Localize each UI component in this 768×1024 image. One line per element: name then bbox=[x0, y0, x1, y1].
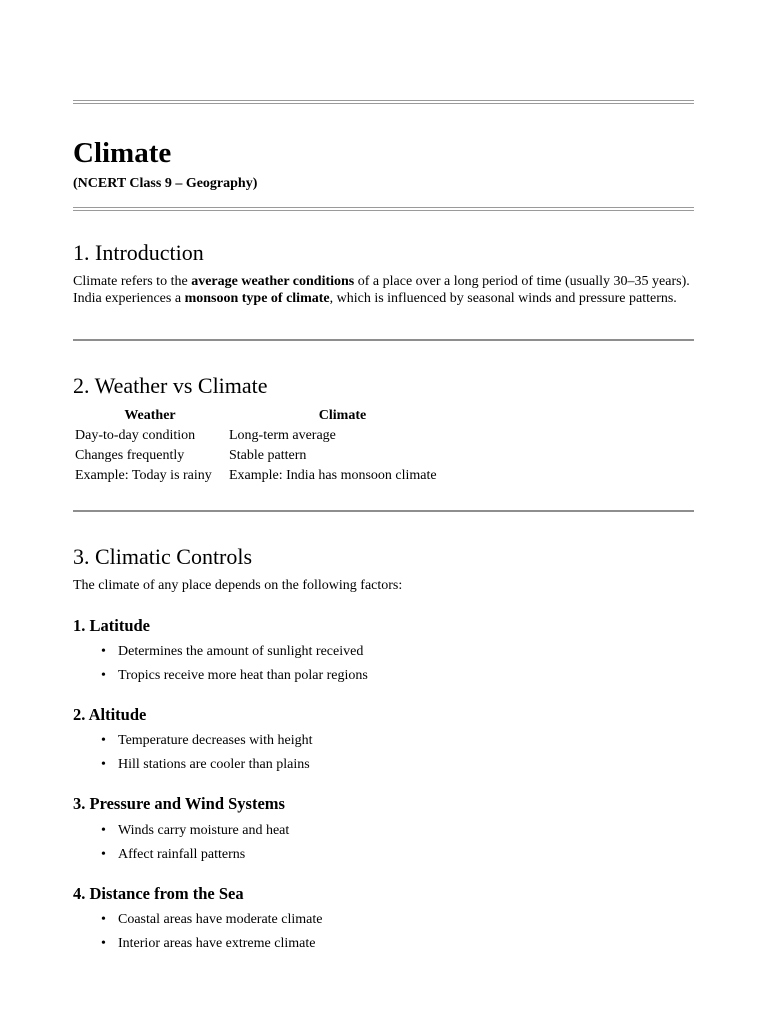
list-item bbox=[73, 667, 368, 691]
header-divider bbox=[73, 207, 694, 211]
bullet-icon: • bbox=[101, 668, 106, 683]
table-cell: Example: India has monsoon climate bbox=[229, 467, 437, 483]
section-heading-introduction: 1. Introduction bbox=[73, 240, 204, 265]
list-item-text: Tropics receive more heat than polar regions bbox=[118, 668, 368, 683]
section-divider bbox=[73, 510, 694, 512]
list-item-text: Interior areas have extreme climate bbox=[118, 936, 316, 951]
list-item bbox=[73, 643, 368, 667]
list-item bbox=[73, 911, 322, 935]
factor-heading-pressure-wind: 3. Pressure and Wind Systems bbox=[73, 794, 285, 813]
factor-list-distance-sea bbox=[73, 911, 322, 959]
intro-bold-term: monsoon type of climate bbox=[184, 291, 330, 306]
list-item-text: Winds carry moisture and heat bbox=[118, 823, 290, 838]
factor-list-latitude bbox=[73, 643, 368, 691]
table-cell: Changes frequently bbox=[75, 447, 185, 463]
page-title: Climate bbox=[73, 137, 172, 169]
list-item-text: Temperature decreases with height bbox=[118, 733, 313, 748]
list-item bbox=[73, 732, 313, 756]
list-item-text: Coastal areas have moderate climate bbox=[118, 912, 323, 927]
factor-heading-distance-sea: 4. Distance from the Sea bbox=[73, 884, 244, 903]
bullet-icon: • bbox=[101, 912, 106, 927]
bullet-icon: • bbox=[101, 644, 106, 659]
intro-text-part: Climate refers to the bbox=[73, 274, 192, 289]
bullet-icon: • bbox=[101, 847, 106, 862]
table-row bbox=[73, 445, 458, 465]
table-header-row bbox=[73, 405, 458, 425]
factor-list-altitude bbox=[73, 732, 313, 780]
top-divider bbox=[73, 100, 694, 104]
climatic-controls-intro: The climate of any place depends on the following factors: bbox=[73, 578, 403, 593]
list-item bbox=[73, 935, 322, 959]
bullet-icon: • bbox=[101, 757, 106, 772]
bullet-icon: • bbox=[101, 823, 106, 838]
page-subtitle: (NCERT Class 9 – Geography) bbox=[73, 176, 258, 191]
table-cell: Long-term average bbox=[229, 427, 336, 443]
table-cell: Stable pattern bbox=[229, 447, 307, 463]
table-row bbox=[73, 465, 458, 485]
intro-text-part: , which is influenced by seasonal winds and pressure patterns. bbox=[329, 291, 677, 306]
table-cell: Example: Today is rainy bbox=[75, 467, 212, 483]
table-header-cell: Climate bbox=[318, 407, 367, 423]
list-item-text: Determines the amount of sunlight received bbox=[118, 644, 364, 659]
list-item bbox=[73, 756, 313, 780]
intro-bold-term: average weather conditions bbox=[191, 274, 355, 289]
section-divider bbox=[73, 339, 694, 341]
section-heading-weather-vs-climate: 2. Weather vs Climate bbox=[73, 373, 268, 398]
section-heading-climatic-controls: 3. Climatic Controls bbox=[73, 544, 253, 569]
list-item-text: Hill stations are cooler than plains bbox=[118, 757, 310, 772]
table-header-cell: Weather bbox=[124, 407, 176, 423]
factor-heading-latitude: 1. Latitude bbox=[73, 616, 151, 635]
factor-heading-altitude: 2. Altitude bbox=[73, 705, 147, 724]
bullet-icon: • bbox=[101, 733, 106, 748]
table-cell: Day-to-day condition bbox=[75, 427, 196, 443]
weather-climate-table bbox=[73, 405, 458, 485]
list-item bbox=[73, 822, 289, 846]
list-item-text: Affect rainfall patterns bbox=[118, 847, 246, 862]
bullet-icon: • bbox=[101, 936, 106, 951]
table-row bbox=[73, 425, 458, 445]
factor-list-pressure-wind bbox=[73, 822, 289, 870]
list-item bbox=[73, 846, 289, 870]
introduction-paragraph bbox=[73, 273, 694, 307]
intro-text-part: of a place over a long period of time (usually 30–35 years). India experiences a bbox=[73, 274, 690, 306]
